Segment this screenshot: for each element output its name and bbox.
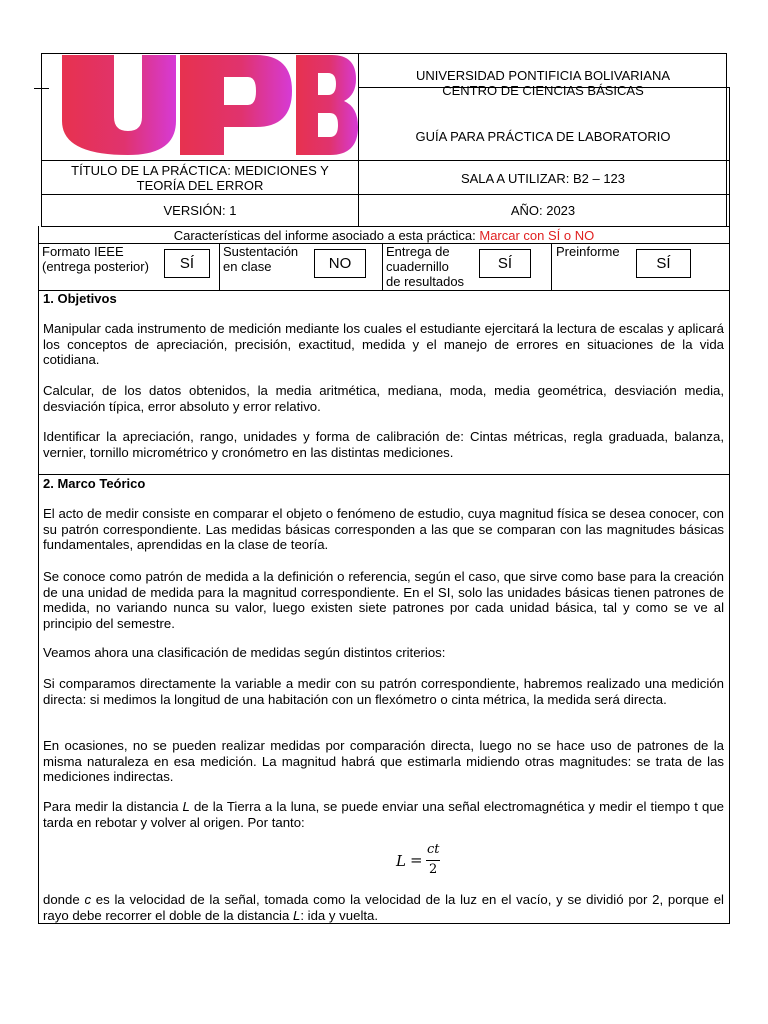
objectives-paragraph-1: Manipular cada instrumento de medición mediante los cuales el estudiante ejercitará la lectura de escalas y aplicará los conceptos de apreciación, precisión, exactitud, medida y el manejo de errores en situaciones de la vida cotidiana. — [43, 321, 724, 367]
formula-fraction-bar — [426, 860, 440, 861]
theory-p7-text-c: : ida y vuelta. — [300, 907, 379, 923]
practice-title-line-2: TEORÍA DEL ERROR — [136, 178, 264, 193]
characteristic-sustentacion — [223, 244, 313, 274]
theory-heading: 2. Marco Teórico — [43, 476, 146, 491]
theory-p7-text-b: es la velocidad de la señal, tomada como la velocidad de la luz en el vacío, y se dividió por 2, porque el rayo debe recorrer el doble de la distancia — [43, 892, 724, 923]
characteristic-cuadernillo — [386, 244, 486, 289]
sustentacion-answer-box[interactable]: NO — [314, 249, 366, 278]
objectives-paragraph-3: Identificar la apreciación, rango, unidades y forma de calibración de: Cintas métricas, regla graduada, balanza, vernier, tornillo micrométrico y cronómetro en las distintas mediciones. — [43, 429, 724, 460]
objectives-heading: 1. Objetivos — [43, 291, 117, 306]
theory-paragraph-6 — [43, 799, 724, 830]
theory-p6-text-b: de la Tierra a la luna, se puede enviar una señal electromagnética y medir el tiempo t que tarda en rebotar y volver al origen. Por tanto: — [43, 799, 724, 830]
university-name: UNIVERSIDAD PONTIFICIA BOLIVARIANA — [415, 68, 671, 83]
theory-p6-variable: L — [182, 799, 190, 814]
formula-equals: = — [410, 851, 423, 869]
theory-p7-variable-c: c — [84, 892, 92, 907]
characteristic-sustentacion-line-2: en clase — [223, 259, 272, 274]
theory-p6-text-a: Para medir la distancia — [43, 799, 183, 814]
characteristics-instruction: Marcar con SÍ o NO — [479, 228, 595, 243]
formula-numerator: ct — [427, 842, 440, 857]
preinforme-answer-box[interactable]: SÍ — [636, 249, 691, 278]
center-name: CENTRO DE CIENCIAS BÁSICAS — [442, 83, 644, 98]
formula-lhs: L — [396, 852, 406, 870]
characteristic-ieee-line-2: (entrega posterior) — [42, 259, 149, 274]
formula — [396, 842, 456, 882]
characteristic-cuadernillo-line-3: de resultados — [386, 274, 465, 289]
characteristics-label: Características del informe asociado a esta práctica: — [173, 228, 480, 243]
practice-title — [44, 163, 356, 193]
characteristic-ieee — [42, 244, 162, 274]
theory-paragraph-5: En ocasiones, no se pueden realizar medidas por comparación directa, luego no se hace uso de patrones de la misma naturaleza en esa medición. La magnitud habrá que estimarla midiendo otras magnitudes: se trata de las mediciones indirectas. — [43, 738, 724, 784]
characteristics-heading — [40, 228, 728, 243]
formula-denominator: 2 — [429, 862, 438, 877]
theory-p7-variable-l: L — [292, 907, 301, 923]
cuadernillo-answer-box[interactable]: SÍ — [479, 249, 531, 278]
year: AÑO: 2023 — [510, 203, 576, 218]
characteristic-preinforme-line-1: Preinforme — [556, 244, 620, 259]
upb-logo-graphic — [56, 55, 358, 157]
guide-title: GUÍA PARA PRÁCTICA DE LABORATORIO — [415, 129, 671, 144]
characteristic-ieee-line-1: Formato IEEE — [42, 244, 124, 259]
theory-paragraph-7 — [43, 892, 724, 923]
characteristic-cuadernillo-line-2: cuadernillo — [386, 259, 449, 274]
version: VERSIÓN: 1 — [163, 203, 237, 218]
theory-paragraph-2: Se conoce como patrón de medida a la definición o referencia, según el caso, que sirve como base para la creación de una unidad de medida para la magnitud correspondiente. En el SI, solo las unidades básicas tienen patrones de medida, no variando nunca su valor, luego existen siete patrones por cada unidad básica, tal y como se ve al principio del semestre. — [43, 569, 724, 631]
characteristic-cuadernillo-line-1: Entrega de — [386, 244, 450, 259]
upb-logo — [56, 55, 358, 157]
ieee-answer-box[interactable]: SÍ — [164, 249, 210, 278]
theory-paragraph-3: Veamos ahora una clasificación de medidas según distintos criterios: — [43, 645, 446, 660]
theory-paragraph-4: Si comparamos directamente la variable a medir con su patrón correspondiente, habremos realizado una medición directa: si medimos la longitud de una habitación con un flexómetro o cinta métrica, la medida será directa. — [43, 676, 724, 707]
objectives-paragraph-2: Calcular, de los datos obtenidos, la media aritmética, mediana, moda, media geométrica, desviación media, desviación típica, error absoluto y error relativo. — [43, 383, 724, 414]
room: SALA A UTILIZAR: B2 – 123 — [460, 171, 626, 186]
characteristic-sustentacion-line-1: Sustentación — [223, 244, 299, 259]
theory-paragraph-1: El acto de medir consiste en comparar el objeto o fenómeno de estudio, cuya magnitud física se desea conocer, con su patrón correspondiente. Las medidas básicas corresponden a las que se comparan con las magnitudes básicas fundamentales, aprendidas en la clase de teoría. — [43, 506, 724, 552]
practice-title-line-1: TÍTULO DE LA PRÁCTICA: MEDICIONES Y — [71, 163, 329, 178]
theory-p7-text-a: donde — [43, 892, 85, 907]
